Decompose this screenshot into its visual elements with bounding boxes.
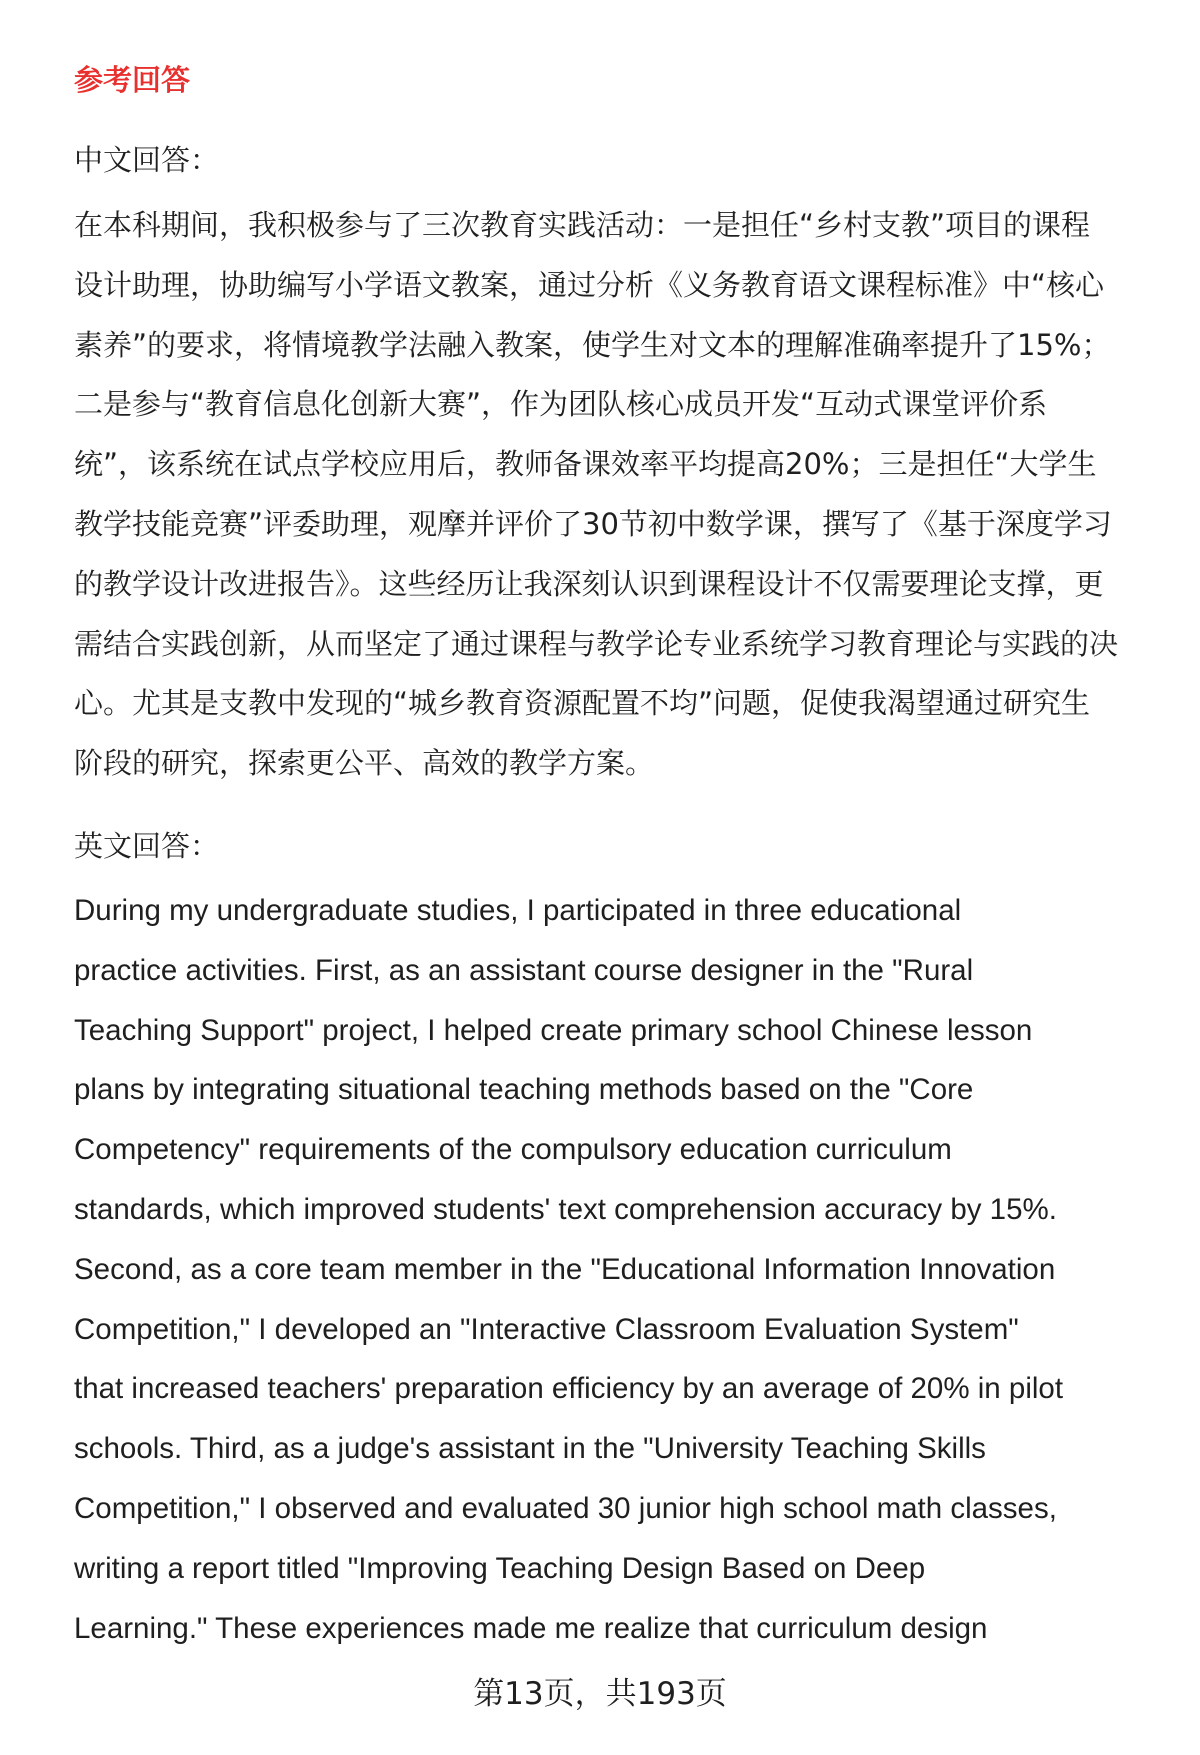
- chinese-answer-line: 设计助理，协助编写小学语文教案，通过分析《义务教育语文课程标准》中“核心: [74, 267, 1105, 302]
- chinese-answer-label: 中文回答：: [74, 143, 220, 177]
- english-answer-line: Second, as a core team member in the "Educational Information Innovation: [74, 1252, 1056, 1286]
- chinese-answer-paragraph: [74, 196, 1154, 794]
- english-answer-line: During my undergraduate studies, I participated in three educational: [74, 894, 962, 927]
- chinese-answer-line: 阶段的研究，探索更公平、高效的教学方案。: [74, 746, 655, 781]
- reference-answer-heading: 参考回答: [74, 63, 191, 97]
- english-answer-line: Competency" requirements of the compulsory education curriculum: [74, 1133, 952, 1167]
- english-answer-line: writing a report titled "Improving Teaching Design Based on Deep: [74, 1551, 926, 1585]
- chinese-answer-line: 统”，该系统在试点学校应用后，教师备课效率平均提高20%；三是担任“大学生: [74, 447, 1097, 482]
- english-answer-label: 英文回答：: [74, 829, 220, 863]
- english-answer-line: standards, which improved students' text comprehension accuracy by 15%.: [74, 1192, 1057, 1226]
- english-answer-line: plans by integrating situational teaching methods based on the "Core: [74, 1073, 974, 1107]
- page-number-footer: 第13页，共193页: [473, 1676, 727, 1712]
- chinese-answer-line: 需结合实践创新，从而坚定了通过课程与教学论专业系统学习教育理论与实践的决: [74, 626, 1119, 661]
- chinese-answer-line: 在本科期间，我积极参与了三次教育实践活动：一是担任“乡村支教”项目的课程: [74, 208, 1091, 242]
- english-answer-line: Competition," I observed and evaluated 30 junior high school math classes,: [74, 1491, 1057, 1525]
- chinese-answer-line: 素养”的要求，将情境教学法融入教案，使学生对文本的理解准确率提升了15%；: [74, 327, 1111, 362]
- english-answer-line: Teaching Support" project, I helped create primary school Chinese lesson: [74, 1013, 1033, 1047]
- english-answer-line: that increased teachers' preparation efficiency by an average of 20% in pilot: [74, 1372, 1064, 1406]
- chinese-answer-line: 教学技能竞赛”评委助理，观摩并评价了30节初中数学课，撰写了《基于深度学习: [74, 506, 1112, 541]
- english-answer-paragraph: [74, 881, 1164, 1658]
- chinese-answer-line: 心。尤其是支教中发现的“城乡教育资源配置不均”问题，促使我渴望通过研究生: [74, 686, 1091, 721]
- english-answer-line: schools. Third, as a judge's assistant in the "University Teaching Skills: [74, 1432, 986, 1466]
- chinese-answer-line: 二是参与“教育信息化创新大赛”，作为团队核心成员开发“互动式课堂评价系: [74, 387, 1048, 422]
- english-answer-line: practice activities. First, as an assistant course designer in the "Rural: [74, 953, 974, 987]
- english-answer-line: Competition," I developed an "Interactive Classroom Evaluation System": [74, 1312, 1019, 1346]
- chinese-answer-line: 的教学设计改进报告》。这些经历让我深刻认识到课程设计不仅需要理论支撑，更: [74, 566, 1104, 601]
- english-answer-line: Learning." These experiences made me realize that curriculum design: [74, 1611, 988, 1645]
